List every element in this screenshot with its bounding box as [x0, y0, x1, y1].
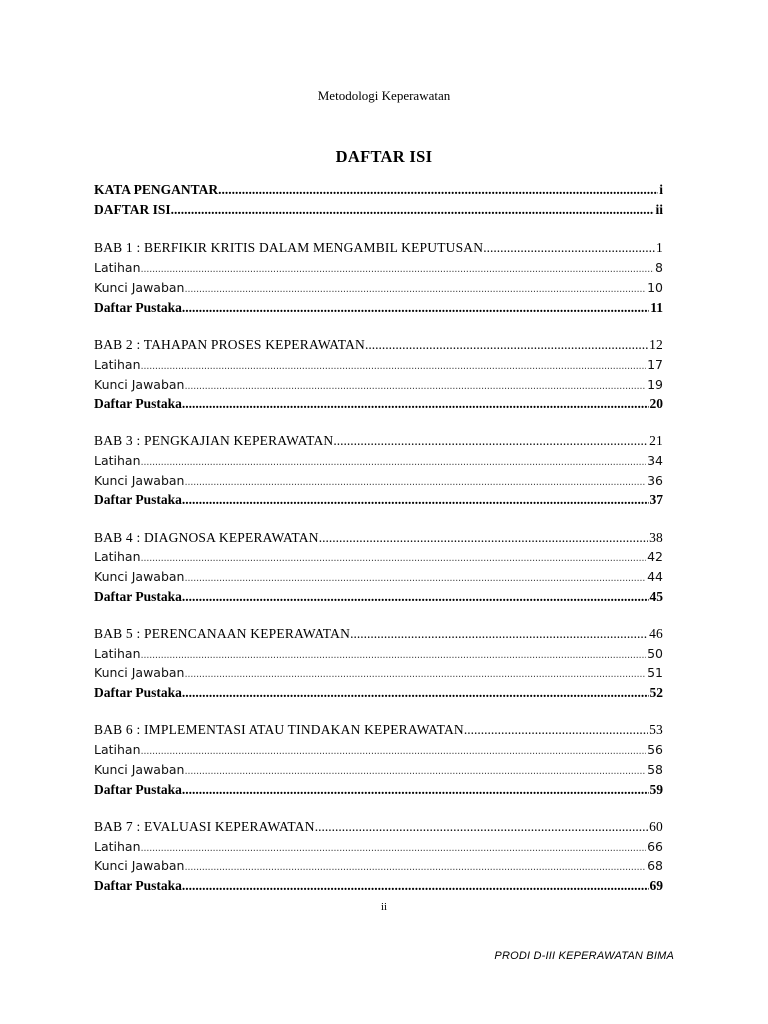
toc-entry	[94, 240, 663, 260]
toc-entry-label: Latihan	[94, 646, 141, 661]
toc-entry	[94, 589, 663, 609]
toc-entry-page: 68	[647, 858, 663, 873]
toc-entry-page: 46	[649, 626, 663, 641]
toc-leader-dots	[464, 722, 648, 738]
toc-leader-dots	[182, 396, 649, 412]
toc-entry-page: 37	[649, 492, 663, 507]
toc-entry-label: Latihan	[94, 260, 141, 275]
toc-leader-dots	[315, 819, 648, 835]
toc-entry	[94, 530, 663, 550]
toc-entry-page: 10	[647, 280, 663, 295]
toc-entry	[94, 260, 663, 280]
document-footer: PRODI D-III KEPERAWATAN BIMA	[494, 950, 674, 962]
toc-entry	[94, 742, 663, 762]
toc-leader-dots	[483, 240, 655, 256]
toc-entry	[94, 626, 663, 646]
toc-entry-label: Latihan	[94, 742, 141, 757]
toc-entry-page: 11	[650, 300, 663, 315]
toc-leader-dots	[185, 766, 647, 777]
toc-entry	[94, 396, 663, 416]
toc-entry-label: Latihan	[94, 357, 141, 372]
toc-entry-page: 19	[647, 377, 663, 392]
toc-entry-label: Kunci Jawaban	[94, 569, 185, 584]
toc-entry	[94, 453, 663, 473]
toc-leader-dots	[141, 650, 647, 661]
toc-entry-page: 56	[647, 742, 663, 757]
toc-entry	[94, 433, 663, 453]
toc-leader-dots	[185, 284, 647, 295]
toc-entry	[94, 549, 663, 569]
toc-entry	[94, 646, 663, 666]
toc-entry-page: 44	[647, 569, 663, 584]
toc-entry	[94, 473, 663, 493]
toc-entry	[94, 300, 663, 320]
toc-entry-page: 17	[647, 357, 663, 372]
toc-entry-label: Daftar Pustaka	[94, 300, 182, 315]
toc-entry	[94, 280, 663, 300]
toc-entry-label: Daftar Pustaka	[94, 878, 182, 893]
toc-entry-page: 36	[647, 473, 663, 488]
toc-leader-dots	[141, 264, 655, 275]
toc-entry	[94, 665, 663, 685]
toc-entry-label: DAFTAR ISI	[94, 202, 171, 217]
toc-leader-dots	[182, 300, 649, 316]
toc-entry	[94, 819, 663, 839]
toc-entry-label: BAB 7 : EVALUASI KEPERAWATAN	[94, 819, 315, 834]
toc-leader-dots	[141, 361, 647, 372]
toc-entry-label: BAB 4 : DIAGNOSA KEPERAWATAN	[94, 530, 319, 545]
toc-leader-dots	[350, 626, 648, 642]
toc-entry-label: Kunci Jawaban	[94, 377, 185, 392]
toc-entry	[94, 762, 663, 782]
toc-leader-dots	[141, 746, 647, 757]
toc-entry-page: 1	[656, 240, 663, 255]
toc-entry-label: BAB 2 : TAHAPAN PROSES KEPERAWATAN	[94, 337, 365, 352]
toc-entry	[94, 685, 663, 705]
toc-entry-label: Kunci Jawaban	[94, 473, 185, 488]
toc-entry-page: 52	[649, 685, 663, 700]
toc-entry-label: Latihan	[94, 453, 141, 468]
toc-entry-page: 45	[649, 589, 663, 604]
toc-leader-dots	[141, 553, 647, 564]
toc-entry-label: Kunci Jawaban	[94, 280, 185, 295]
toc-leader-dots	[218, 182, 658, 198]
toc-entry-label: KATA PENGANTAR	[94, 182, 219, 197]
toc-entry	[94, 357, 663, 377]
toc-leader-dots	[185, 573, 647, 584]
toc-entry-page: 59	[649, 782, 663, 797]
toc-entry	[94, 492, 663, 512]
toc-entry-page: ii	[655, 202, 663, 217]
toc-entry	[94, 337, 663, 357]
toc-entry	[94, 782, 663, 802]
toc-leader-dots	[182, 782, 649, 798]
toc-entry-label: Latihan	[94, 549, 141, 564]
toc-leader-dots	[141, 843, 647, 854]
toc-entry-label: Kunci Jawaban	[94, 858, 185, 873]
toc-leader-dots	[185, 477, 647, 488]
toc-leader-dots	[182, 685, 649, 701]
toc-entry-page: 8	[655, 260, 663, 275]
toc-entry-page: 69	[649, 878, 663, 893]
toc-entry-label: Kunci Jawaban	[94, 665, 185, 680]
toc-entry	[94, 377, 663, 397]
toc-leader-dots	[182, 589, 649, 605]
page-number: ii	[380, 901, 388, 913]
toc-leader-dots	[171, 202, 655, 218]
toc-entry-label: BAB 1 : BERFIKIR KRITIS DALAM MENGAMBIL KEPUTUSAN	[94, 240, 484, 255]
toc-entry-page: 66	[647, 839, 663, 854]
toc-leader-dots	[182, 878, 649, 894]
toc-entry-page: i	[659, 182, 663, 197]
toc-leader-dots	[141, 457, 647, 468]
toc-entry-label: BAB 6 : IMPLEMENTASI ATAU TINDAKAN KEPERAWATAN	[94, 722, 464, 737]
toc-entry-label: Daftar Pustaka	[94, 492, 182, 507]
toc-entry-page: 34	[647, 453, 663, 468]
toc-leader-dots	[319, 530, 648, 546]
toc-entry	[94, 722, 663, 742]
toc-entry-label: Daftar Pustaka	[94, 396, 182, 411]
toc-entry-page: 60	[649, 819, 663, 834]
toc-leader-dots	[333, 433, 648, 449]
toc-entry-page: 12	[649, 337, 663, 352]
toc-leader-dots	[185, 381, 647, 392]
toc-entry-label: Kunci Jawaban	[94, 762, 185, 777]
toc-leader-dots	[365, 337, 648, 353]
toc-entry	[94, 182, 663, 202]
toc-entry-page: 42	[647, 549, 663, 564]
toc-entry-page: 21	[649, 433, 663, 448]
toc-entry-page: 50	[647, 646, 663, 661]
toc-entry-label: Daftar Pustaka	[94, 589, 182, 604]
toc-entry	[94, 858, 663, 878]
toc-entry-page: 20	[649, 396, 663, 411]
toc-entry-page: 53	[649, 722, 663, 737]
toc-entry-label: Latihan	[94, 839, 141, 854]
toc-entry-page: 58	[647, 762, 663, 777]
toc-leader-dots	[182, 492, 649, 508]
toc-entry-label: BAB 5 : PERENCANAAN KEPERAWATAN	[94, 626, 351, 641]
toc-entry-page: 38	[649, 530, 663, 545]
toc-entry-page: 51	[647, 665, 663, 680]
page-title: DAFTAR ISI	[335, 147, 433, 166]
toc-entry-label: BAB 3 : PENGKAJIAN KEPERAWATAN	[94, 433, 334, 448]
toc-entry-label: Daftar Pustaka	[94, 685, 182, 700]
toc-entry	[94, 839, 663, 859]
document-header-title: Metodologi Keperawatan	[317, 88, 451, 103]
toc-entry-label: Daftar Pustaka	[94, 782, 182, 797]
toc-leader-dots	[185, 862, 647, 873]
toc-entry	[94, 202, 663, 222]
toc-entry	[94, 878, 663, 898]
toc-entry	[94, 569, 663, 589]
toc-leader-dots	[185, 669, 647, 680]
